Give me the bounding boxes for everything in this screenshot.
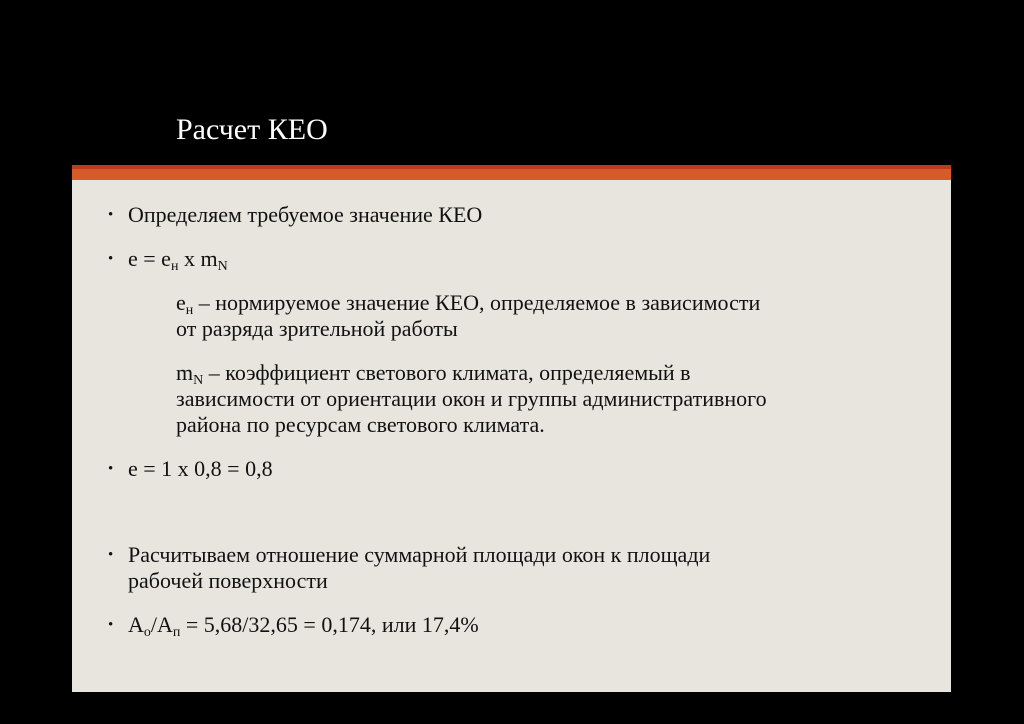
bullet-determine-keo: Определяем требуемое значение КЕО [128, 202, 483, 227]
definition-text: – нормируемое значение КЕО, определяемое в зависимости [193, 290, 761, 315]
subscript: н [185, 303, 194, 318]
symbol: m [176, 360, 194, 385]
ratio-value: = 5,68/32,65 = 0,174, или 17,4% [180, 612, 479, 637]
symbol: /А [150, 612, 173, 637]
subscript: N [217, 259, 228, 274]
bullet-window-ratio: Расчитываем отношение суммарной площади окон к площади [128, 542, 711, 567]
bullet-marker: • [108, 461, 114, 477]
subscript: о [143, 625, 151, 640]
definition-mn-line3: района по ресурсам светового климата. [176, 412, 545, 437]
definition-mn-line2: зависимости от ориентации окон и группы административного [176, 386, 767, 411]
slide-title: Расчет КЕО [176, 113, 328, 146]
formula-e [128, 246, 228, 272]
bullet-window-ratio-line2: рабочей поверхности [128, 568, 328, 593]
bullet-marker: • [108, 617, 114, 633]
subscript: N [193, 373, 204, 388]
definition-text: – коэффициент светового климата, определяемый в [203, 360, 691, 385]
bullet-marker: • [108, 547, 114, 563]
bullet-marker: • [108, 207, 114, 223]
bullet-marker: • [108, 251, 114, 267]
subscript: н [170, 259, 179, 274]
subscript: п [172, 625, 181, 640]
symbol: е [176, 290, 186, 315]
accent-bar [72, 169, 951, 180]
ratio-result [128, 612, 479, 638]
formula-part: е = е [128, 246, 171, 271]
definition-mn [176, 360, 691, 386]
symbol: А [128, 612, 144, 637]
definition-en-line2: от разряда зрительной работы [176, 316, 458, 341]
definition-en [176, 290, 760, 316]
formula-part: х m [178, 246, 218, 271]
bullet-e-result: е = 1 х 0,8 = 0,8 [128, 456, 273, 481]
